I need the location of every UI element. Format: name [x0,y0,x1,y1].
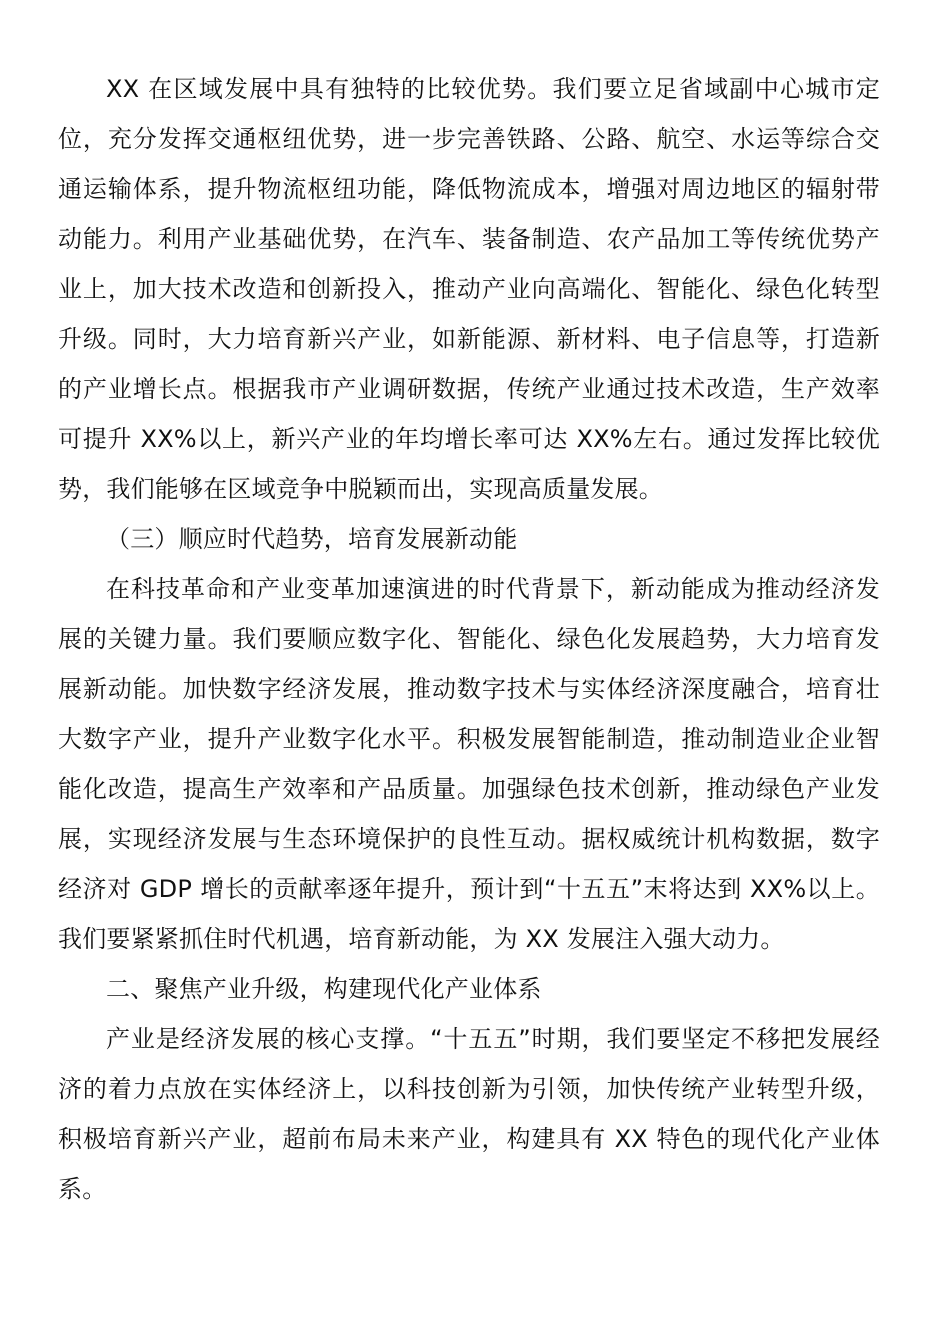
paragraph-industrial-system: 产业是经济发展的核心支撑。“十五五”时期，我们要坚定不移把发展经济的着力点放在实体经济上，以科技创新为引领，加快传统产业转型升级，积极培育新兴产业，超前布局未来产业，构建具有 XX 特色的现代化产业体系。 [58,1025,880,1203]
subheading-new-momentum: （三）顺应时代趋势，培育发展新动能 [106,525,518,553]
paragraph-comparative-advantage: XX 在区域发展中具有独特的比较优势。我们要立足省域副中心城市定位，充分发挥交通枢纽优势，进一步完善铁路、公路、航空、水运等综合交通运输体系，提升物流枢纽功能，降低物流成本，增强对周边地区的辐射带动能力。利用产业基础优势，在汽车、装备制造、农产品加工等传统优势产业上，加大技术改造和创新投入，推动产业向高端化、智能化、绿色化转型升级。同时，大力培育新兴产业，如新能源、新材料、电子信息等，打造新的产业增长点。根据我市产业调研数据，传统产业通过技术改造，生产效率可提升 XX%以上，新兴产业的年均增长率可达 XX%左右。通过发挥比较优势，我们能够在区域竞争中脱颖而出，实现高质量发展。 [58,75,880,503]
paragraph-new-momentum: 在科技革命和产业变革加速演进的时代背景下，新动能成为推动经济发展的关键力量。我们要顺应数字化、智能化、绿色化发展趋势，大力培育发展新动能。加快数字经济发展，推动数字技术与实体经济深度融合，培育壮大数字产业，提升产业数字化水平。积极发展智能制造，推动制造业企业智能化改造，提高生产效率和产品质量。加强绿色技术创新，推动绿色产业发展，实现经济发展与生态环境保护的良性互动。据权威统计机构数据，数字经济对 GDP 增长的贡献率逐年提升，预计到“十五五”末将达到 XX%以上。我们要紧紧抓住时代机遇，培育新动能，为 XX 发展注入强大动力。 [58,575,880,953]
document-body [58,64,880,1214]
section-heading-industrial-upgrade: 二、聚焦产业升级，构建现代化产业体系 [106,975,542,1003]
